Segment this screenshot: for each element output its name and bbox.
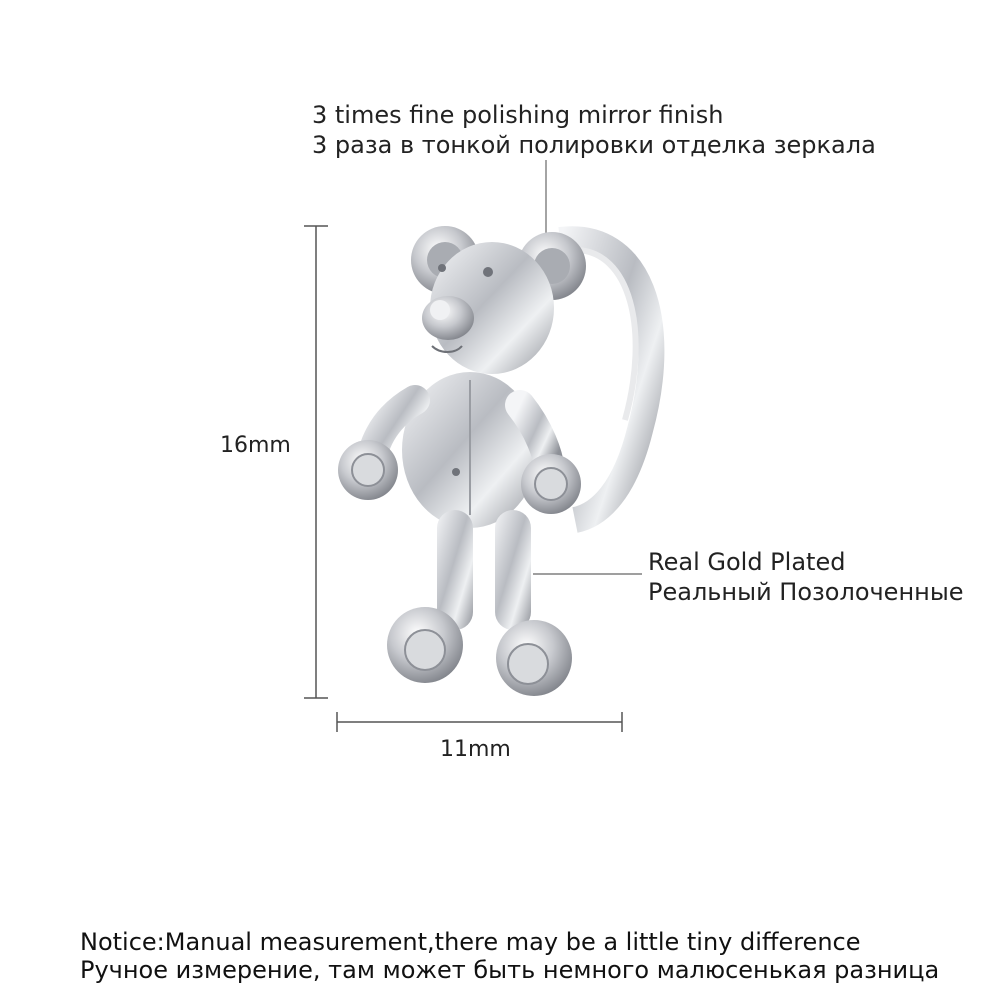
plating-callout-en: Real Gold Plated <box>648 548 846 576</box>
height-dimension-label: 16mm <box>220 433 291 458</box>
notice-en: Notice:Manual measurement,there may be a little tiny difference <box>80 928 861 956</box>
height-dimension-line <box>304 226 328 698</box>
width-dimension-label: 11mm <box>440 737 511 762</box>
plating-callout <box>648 547 964 607</box>
finish-callout-en: 3 times fine polishing mirror finish <box>312 101 724 129</box>
bear-earring-image <box>338 226 651 696</box>
plating-callout-ru: Реальный Позолоченные <box>648 578 964 606</box>
width-dimension-line <box>337 712 622 732</box>
measurement-notice <box>80 928 939 984</box>
finish-callout <box>312 100 876 160</box>
finish-callout-ru: 3 раза в тонкой полировки отделка зеркала <box>312 131 876 159</box>
notice-ru: Ручное измерение, там может быть немного малюсенькая разница <box>80 956 940 984</box>
